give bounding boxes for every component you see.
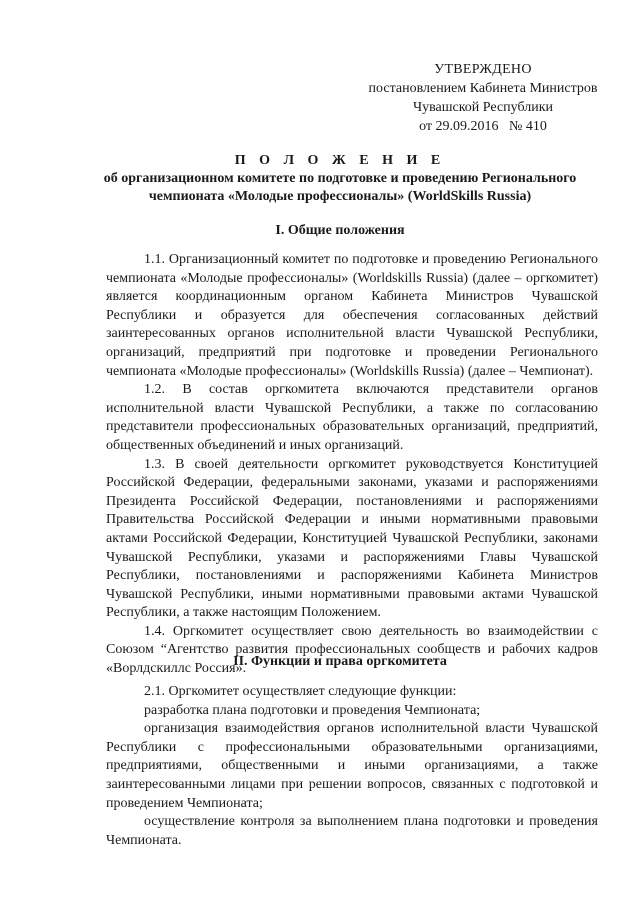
section-1-body xyxy=(106,251,598,679)
paragraph-1-3: 1.3. В своей деятельности оргкомитет руководствуется Конституцией Российской Федерации, федеральными законами, указами и распоряжениями Президента Российской Федерации, постановлениями и распоряжениями Правительства Российской Федерации и иными нормативными правовыми актами Российской Федерации, Конституцией Чувашской Республики, законами Чувашской Республики, указами и распоряжениями Главы Чувашской Республики, постановлениями и распоряжениями Кабинета Министров Чувашской Республики, иными нормативными правовыми актами Чувашской Республики, а также настоящим Положением. xyxy=(106,456,598,621)
approval-line-3: от 29.09.2016 № 410 xyxy=(419,119,547,134)
approval-title: УТВЕРЖДЕНО xyxy=(434,62,532,77)
approval-line-2: Чувашской Республики xyxy=(412,100,554,115)
section-2-heading: II. Функции и права оргкомитета xyxy=(233,654,447,669)
document-heading: П О Л О Ж Е Н И Е xyxy=(234,153,446,168)
paragraph-1-4: 1.4. Оргкомитет осуществляет свою деятельность во взаимодействии с Союзом “Агентство развития профессиональных сообществ и рабочих кадров «Ворлдскиллс Россия». xyxy=(106,623,598,677)
approval-stamp xyxy=(358,60,608,136)
approval-line-1: постановлением Кабинета Министров xyxy=(368,81,598,96)
section-2-body xyxy=(106,683,598,850)
paragraph-2-1: 2.1. Оргкомитет осуществляет следующие функции: xyxy=(144,684,457,699)
paragraph-1-1: 1.1. Организационный комитет по подготовке и проведению Регионального чемпионата «Молодые профессионалы» (Worldskills Russia) (далее – оргкомитет) является координационным органом Кабинета Министров Чувашской Республики и образуется для обеспечения согласованных действий заинтересованных органов исполнительной власти Чувашской Республики, организаций, предприятий при подготовке и проведении Регионального чемпионата «Молодые профессионалы» (Worldskills Russia) (далее – Чемпионат). xyxy=(106,252,598,379)
paragraph-2-item-1: разработка плана подготовки и проведения Чемпионата; xyxy=(144,702,481,718)
paragraph-2-item-3: осуществление контроля за выполнением плана подготовки и проведения Чемпионата. xyxy=(106,814,598,848)
document-subtitle: об организационном комитете по подготовке и проведению Регионального чемпионата «Молодые профессионалы» (WorldSkills Russia) xyxy=(103,171,577,204)
paragraph-2-item-2: организация взаимодействия органов исполнительной власти Чувашской Республики с профессиональными образовательными организациями, предприятиями, общественными и иными организациями, а также заинтересованными лицами при решении вопросов, связанных с подготовкой и проведением Чемпионата; xyxy=(106,721,598,811)
section-1-heading: I. Общие положения xyxy=(275,223,405,238)
document-title xyxy=(80,152,600,206)
paragraph-1-2: 1.2. В состав оргкомитета включаются представители органов исполнительной власти Чувашской Республики, а также по согласованию представители профессиональных образовательных организаций, предприятий, общественных объединений и иных организаций. xyxy=(106,382,598,453)
